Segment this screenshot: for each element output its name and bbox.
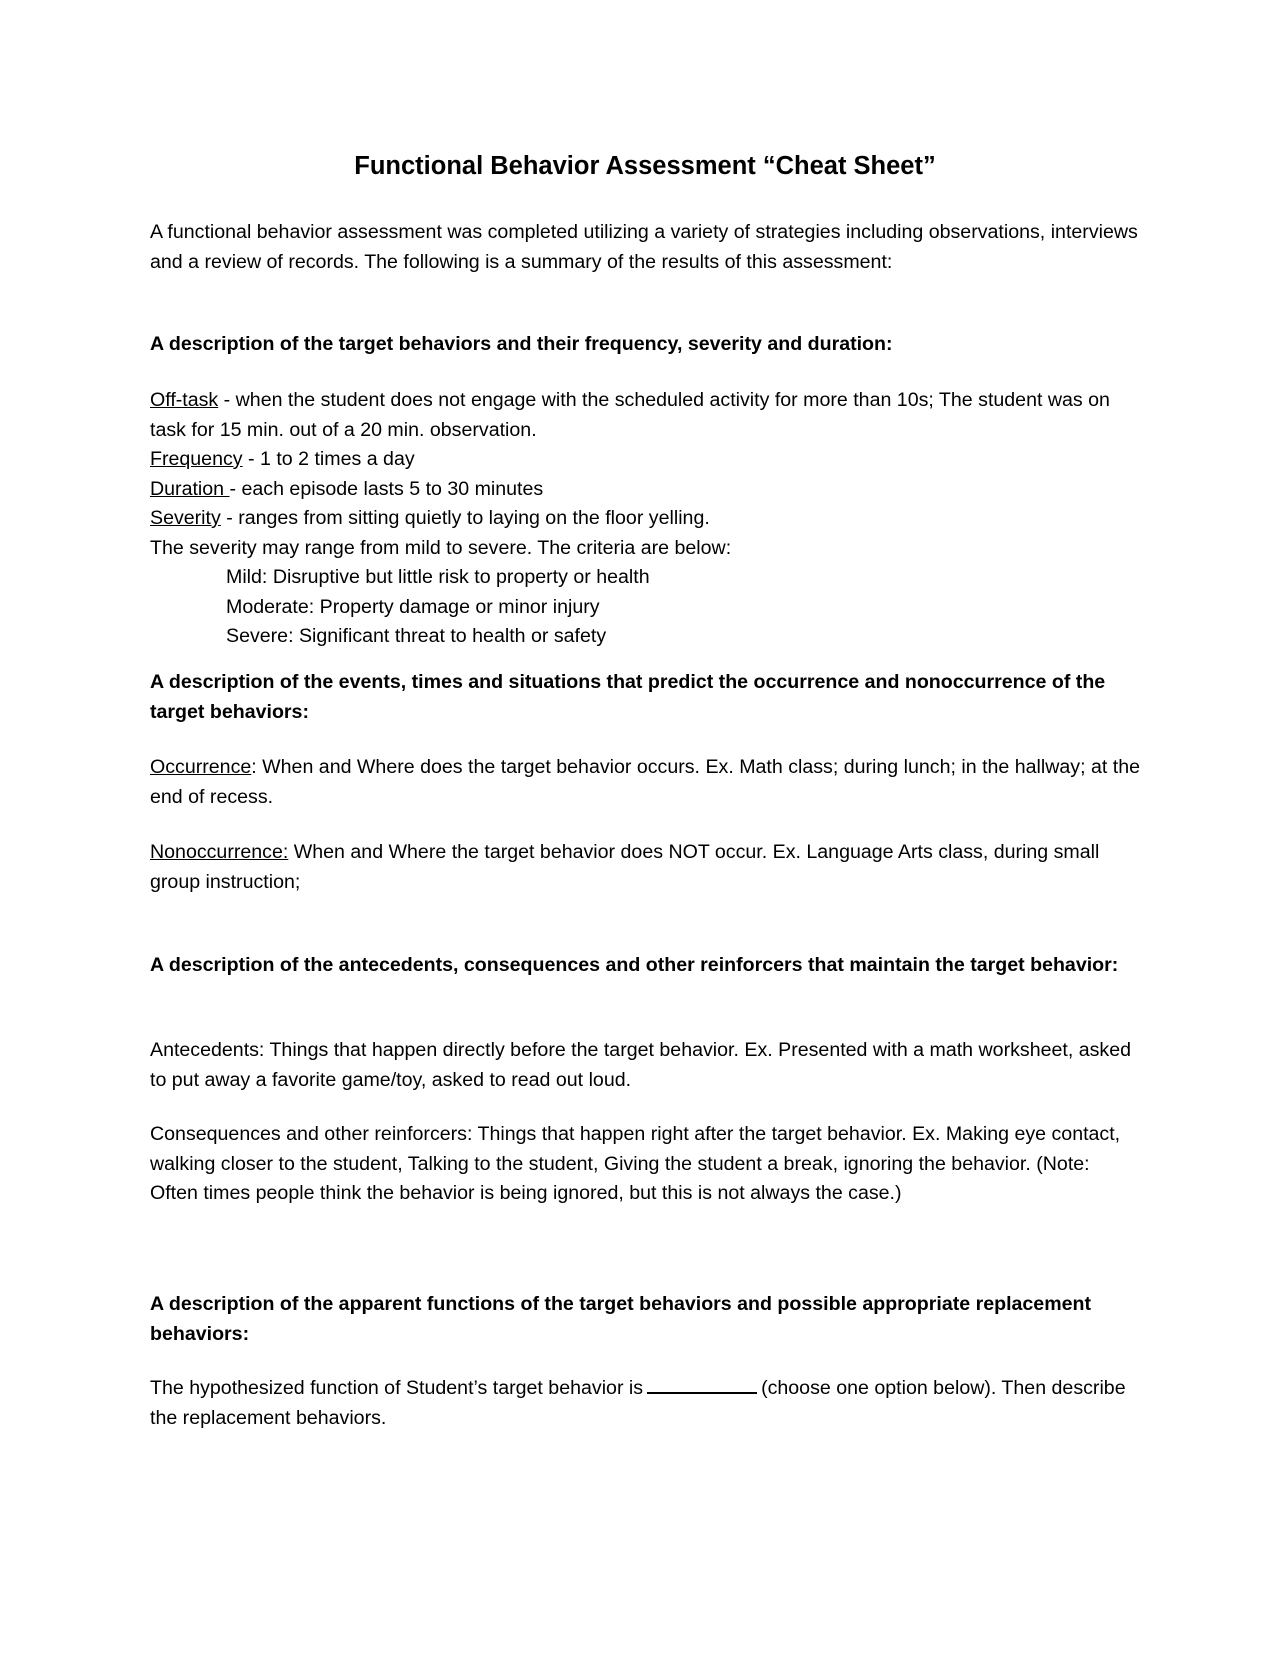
antecedents-paragraph: Antecedents: Things that happen directly before the target behavior. Ex. Presented with a math worksheet, asked to put away a favorite game/toy, asked to read out loud.: [150, 1039, 1131, 1091]
occurrence-text: : When and Where does the target behavior occurs. Ex. Math class; during lunch; in the hallway; at the end of recess.: [150, 756, 1141, 808]
frequency-term: Frequency: [150, 448, 243, 470]
nonoccurrence-text: When and Where the target behavior does NOT occur. Ex. Language Arts class, during small group instruction;: [150, 841, 1100, 893]
criteria-item-moderate: Moderate: Property damage or minor injury: [226, 595, 600, 618]
frequency-line: [150, 445, 1140, 475]
severity-line: [150, 504, 1140, 534]
severity-text: - ranges from sitting quietly to laying on the floor yelling.: [220, 507, 710, 529]
offtask-term: Off-task: [150, 389, 219, 411]
function-blank: [647, 1374, 757, 1394]
duration-line: [150, 475, 1140, 505]
nonoccurrence-term: Nonoccurrence:: [150, 841, 289, 863]
offtask-line: [150, 386, 1140, 445]
offtask-text: - when the student does not engage with the scheduled activity for more than 10s; The student was on task for 15 min. out of a 20 min. observation.: [150, 389, 1110, 441]
section-heading-predictors: A description of the events, times and situations that predict the occurrence and nonoccurrence of the target behaviors:: [150, 671, 1106, 723]
target-behaviors-details: [150, 386, 1140, 652]
section-heading-functions: A description of the apparent functions of the target behaviors and possible appropriate replacement behaviors:: [150, 1293, 1092, 1345]
section-heading-antecedents: A description of the antecedents, consequences and other reinforcers that maintain the target behavior:: [150, 954, 1119, 976]
intro-paragraph: A functional behavior assessment was completed utilizing a variety of strategies including observations, interviews and a review of records. The following is a summary of the results of this assessment:: [150, 221, 1138, 273]
severity-term: Severity: [150, 507, 221, 529]
consequences-paragraph: Consequences and other reinforcers: Things that happen right after the target behavior. Ex. Making eye contact, walking closer to the student, Talking to the student, Giving the student a break, ignoring the behavior. (Note: Often times people think the behavior is being ignored, but this is not always the case.): [150, 1123, 1121, 1204]
page-title: Functional Behavior Assessment “Cheat Sheet”: [354, 152, 936, 180]
frequency-text: - 1 to 2 times a day: [242, 448, 415, 470]
nonoccurrence-paragraph: [150, 838, 1140, 897]
function-text-before: The hypothesized function of Student’s target behavior is: [150, 1377, 644, 1399]
occurrence-paragraph: [150, 753, 1140, 812]
criteria-intro: The severity may range from mild to severe. The criteria are below:: [150, 536, 732, 559]
section-heading-target-behaviors: A description of the target behaviors and their frequency, severity and duration:: [150, 333, 893, 355]
function-text-after: (choose one option below). Then describe the replacement behaviors.: [150, 1377, 1126, 1429]
criteria-item-severe: Severe: Significant threat to health or safety: [226, 625, 607, 647]
duration-term: Duration: [150, 477, 230, 500]
criteria-item-mild: Mild: Disruptive but little risk to property or health: [226, 566, 650, 588]
duration-text: - each episode lasts 5 to 30 minutes: [229, 477, 544, 500]
occurrence-term: Occurrence: [150, 756, 252, 778]
function-paragraph: [150, 1374, 1140, 1433]
